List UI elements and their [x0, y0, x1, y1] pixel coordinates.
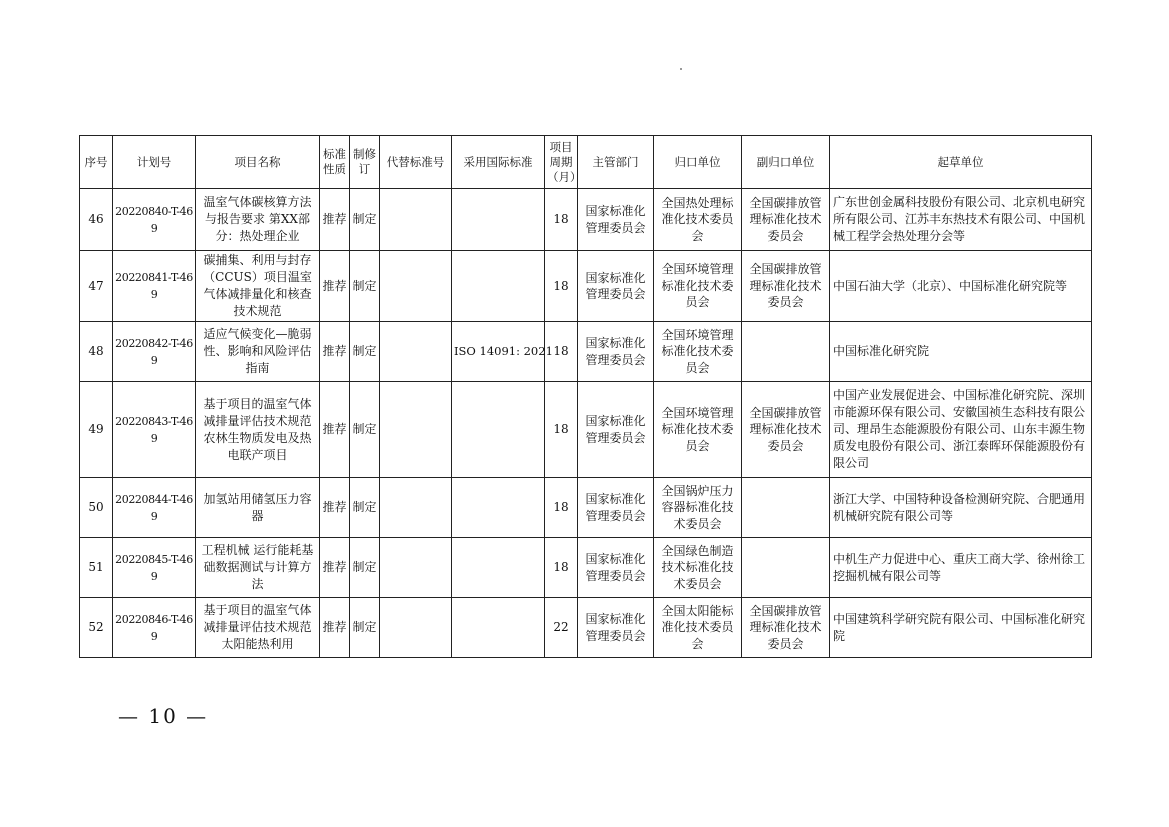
cell-sub-unit: 全国碳排放管理标准化技术委员会	[742, 251, 830, 322]
cell-replace	[380, 251, 452, 322]
table-row	[80, 189, 1092, 251]
header-nature: 标准性质	[320, 136, 350, 189]
header-revise: 制修订	[350, 136, 380, 189]
cell-period: 22	[545, 598, 578, 658]
header-sub-unit: 副归口单位	[742, 136, 830, 189]
cell-drafter: 广东世创金属科技股份有限公司、北京机电研究所有限公司、江苏丰东热技术有限公司、中国机械工程学会热处理分会等	[830, 189, 1092, 251]
table-header-row	[80, 136, 1092, 189]
cell-replace	[380, 598, 452, 658]
header-drafter: 起草单位	[830, 136, 1092, 189]
cell-period: 18	[545, 478, 578, 538]
cell-nature: 推荐	[320, 189, 350, 251]
cell-nature: 推荐	[320, 538, 350, 598]
cell-nature: 推荐	[320, 251, 350, 322]
cell-unit: 全国环境管理标准化技术委员会	[654, 382, 742, 478]
cell-name: 温室气体碳核算方法与报告要求 第XX部分：热处理企业	[196, 189, 320, 251]
cell-period: 18	[545, 189, 578, 251]
table-row	[80, 538, 1092, 598]
cell-sub-unit: 全国碳排放管理标准化技术委员会	[742, 598, 830, 658]
cell-revise: 制定	[350, 322, 380, 382]
cell-dept: 国家标准化管理委员会	[578, 251, 654, 322]
cell-dept: 国家标准化管理委员会	[578, 478, 654, 538]
cell-unit: 全国环境管理标准化技术委员会	[654, 322, 742, 382]
cell-period: 18	[545, 251, 578, 322]
header-plan: 计划号	[113, 136, 196, 189]
header-name: 项目名称	[196, 136, 320, 189]
cell-replace	[380, 478, 452, 538]
header-dept: 主管部门	[578, 136, 654, 189]
cell-no: 47	[80, 251, 113, 322]
cell-no: 49	[80, 382, 113, 478]
cell-dept: 国家标准化管理委员会	[578, 598, 654, 658]
cell-dept: 国家标准化管理委员会	[578, 538, 654, 598]
cell-no: 48	[80, 322, 113, 382]
cell-no: 50	[80, 478, 113, 538]
cell-nature: 推荐	[320, 598, 350, 658]
cell-replace	[380, 538, 452, 598]
cell-revise: 制定	[350, 251, 380, 322]
header-replace: 代替标准号	[380, 136, 452, 189]
cell-unit: 全国太阳能标准化技术委员会	[654, 598, 742, 658]
cell-nature: 推荐	[320, 478, 350, 538]
page-number: — 10 —	[118, 704, 209, 728]
cell-sub-unit	[742, 478, 830, 538]
cell-unit: 全国热处理标准化技术委员会	[654, 189, 742, 251]
cell-intl	[452, 189, 545, 251]
cell-revise: 制定	[350, 478, 380, 538]
cell-unit: 全国绿色制造技术标准化技术委员会	[654, 538, 742, 598]
cell-nature: 推荐	[320, 382, 350, 478]
cell-revise: 制定	[350, 189, 380, 251]
cell-name: 适应气候变化—脆弱性、影响和风险评估指南	[196, 322, 320, 382]
cell-drafter: 中国产业发展促进会、中国标准化研究院、深圳市能源环保有限公司、安徽国祯生态科技有限公司、理昂生态能源股份有限公司、山东丰源生物质发电股份有限公司、浙江泰晖环保能源股份有限公司	[830, 382, 1092, 478]
cell-name: 基于项目的温室气体减排量评估技术规范 太阳能热利用	[196, 598, 320, 658]
cell-dept: 国家标准化管理委员会	[578, 189, 654, 251]
cell-unit: 全国环境管理标准化技术委员会	[654, 251, 742, 322]
cell-intl	[452, 382, 545, 478]
cell-name: 加氢站用储氢压力容器	[196, 478, 320, 538]
cell-sub-unit: 全国碳排放管理标准化技术委员会	[742, 382, 830, 478]
header-no: 序号	[80, 136, 113, 189]
cell-intl	[452, 538, 545, 598]
cell-intl: ISO 14091: 2021	[452, 322, 545, 382]
cell-intl	[452, 598, 545, 658]
cell-plan: 20220846-T-469	[113, 598, 196, 658]
cell-revise: 制定	[350, 382, 380, 478]
cell-drafter: 中国石油大学（北京）、中国标准化研究院等	[830, 251, 1092, 322]
cell-name: 碳捕集、利用与封存（CCUS）项目温室气体减排量化和核查技术规范	[196, 251, 320, 322]
cell-revise: 制定	[350, 538, 380, 598]
cell-no: 52	[80, 598, 113, 658]
cell-drafter: 中国标准化研究院	[830, 322, 1092, 382]
cell-replace	[380, 322, 452, 382]
standards-plan-table	[79, 135, 1092, 658]
cell-plan: 20220842-T-469	[113, 322, 196, 382]
cell-nature: 推荐	[320, 322, 350, 382]
cell-no: 46	[80, 189, 113, 251]
cell-replace	[380, 189, 452, 251]
table-row	[80, 251, 1092, 322]
cell-sub-unit: 全国碳排放管理标准化技术委员会	[742, 189, 830, 251]
table-row	[80, 478, 1092, 538]
cell-plan: 20220841-T-469	[113, 251, 196, 322]
cell-intl	[452, 478, 545, 538]
cell-replace	[380, 382, 452, 478]
cell-period: 18	[545, 382, 578, 478]
cell-unit: 全国锅炉压力容器标准化技术委员会	[654, 478, 742, 538]
cell-plan: 20220840-T-469	[113, 189, 196, 251]
cell-plan: 20220844-T-469	[113, 478, 196, 538]
header-unit: 归口单位	[654, 136, 742, 189]
cell-drafter: 浙江大学、中国特种设备检测研究院、合肥通用机械研究院有限公司等	[830, 478, 1092, 538]
cell-name: 工程机械 运行能耗基础数据测试与计算方法	[196, 538, 320, 598]
header-period: 项目周期（月）	[545, 136, 578, 189]
table-row	[80, 322, 1092, 382]
cell-name: 基于项目的温室气体减排量评估技术规范 农林生物质发电及热电联产项目	[196, 382, 320, 478]
table-row	[80, 598, 1092, 658]
cell-sub-unit	[742, 322, 830, 382]
cell-no: 51	[80, 538, 113, 598]
standards-plan-table-wrapper	[79, 135, 1092, 658]
cell-drafter: 中机生产力促进中心、重庆工商大学、徐州徐工挖掘机械有限公司等	[830, 538, 1092, 598]
cell-plan: 20220843-T-469	[113, 382, 196, 478]
cell-plan: 20220845-T-469	[113, 538, 196, 598]
cell-intl	[452, 251, 545, 322]
table-row	[80, 382, 1092, 478]
header-intl: 采用国际标准	[452, 136, 545, 189]
cell-revise: 制定	[350, 598, 380, 658]
cell-period: 18	[545, 538, 578, 598]
scan-speck	[680, 68, 682, 70]
cell-period: 18	[545, 322, 578, 382]
cell-dept: 国家标准化管理委员会	[578, 322, 654, 382]
cell-dept: 国家标准化管理委员会	[578, 382, 654, 478]
cell-drafter: 中国建筑科学研究院有限公司、中国标准化研究院	[830, 598, 1092, 658]
cell-sub-unit	[742, 538, 830, 598]
